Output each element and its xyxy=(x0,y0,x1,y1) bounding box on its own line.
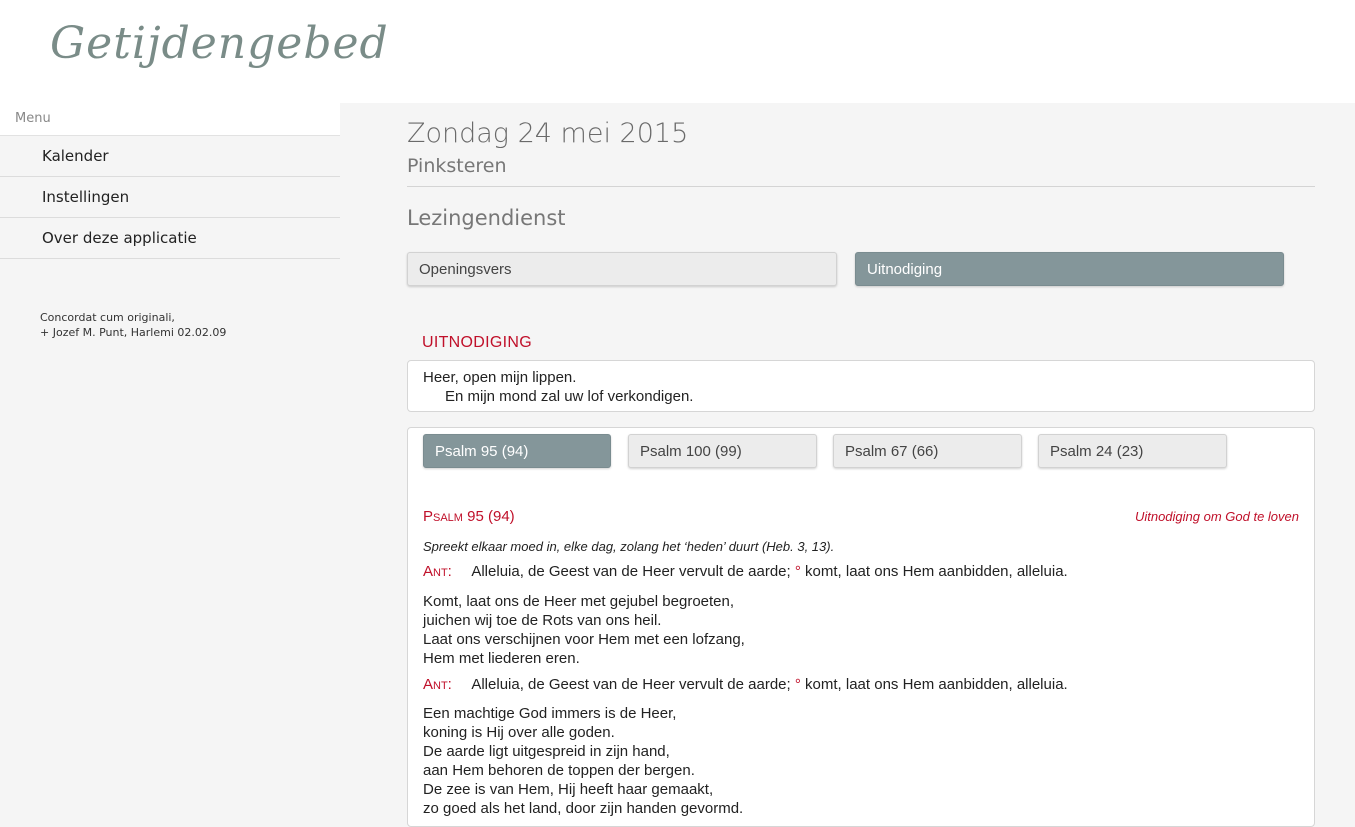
psalm-stanza xyxy=(423,704,743,818)
psalm-quote: Spreekt elkaar moed in, elke dag, zolang het ‘heden’ duurt (Heb. 3, 13). xyxy=(423,539,835,554)
antiphon-text: komt, laat ons Hem aanbidden, alleluia. xyxy=(805,563,1068,580)
antiphon-text: Alleluia, de Geest van de Heer vervult de aarde; xyxy=(471,563,791,580)
invitatory-line: Heer, open mijn lippen. xyxy=(423,369,577,386)
verse-line: Hem met liederen eren. xyxy=(423,650,580,667)
verse-line: koning is Hij over alle goden. xyxy=(423,724,615,741)
sidebar-item-over[interactable]: Over deze applicatie xyxy=(0,218,340,259)
antiphon xyxy=(423,563,1068,580)
office-title: Lezingendienst xyxy=(407,206,566,230)
antiphon-text: Alleluia, de Geest van de Heer vervult de aarde; xyxy=(471,676,791,693)
verse-line: Laat ons verschijnen voor Hem met een lofzang, xyxy=(423,631,745,648)
section-title: UITNODIGING xyxy=(422,334,532,351)
sidebar-item-instellingen[interactable]: Instellingen xyxy=(0,177,340,218)
antiphon-mark: ° xyxy=(794,676,801,693)
sidebar xyxy=(0,103,340,810)
feast-name: Pinksteren xyxy=(407,155,507,177)
divider xyxy=(407,186,1315,187)
psalm-subtitle: Uitnodiging om God te loven xyxy=(1134,509,1299,524)
antiphon xyxy=(423,676,1068,693)
invitatory-response: En mijn mond zal uw lof verkondigen. xyxy=(445,388,694,405)
part-button-uitnodiging[interactable]: Uitnodiging xyxy=(855,252,1284,286)
verse-line: juichen wij toe de Rots van ons heil. xyxy=(423,612,662,629)
psalm-title-number: 95 (94) xyxy=(467,508,515,525)
psalm-tab-95[interactable]: Psalm 95 (94) xyxy=(423,434,611,468)
invitatory-box xyxy=(407,360,1315,412)
psalm-tab-67[interactable]: Psalm 67 (66) xyxy=(833,434,1022,468)
psalm-tab-100[interactable]: Psalm 100 (99) xyxy=(628,434,817,468)
psalm-tab-24[interactable]: Psalm 24 (23) xyxy=(1038,434,1227,468)
main-content xyxy=(407,103,1315,817)
menu-label: Menu xyxy=(0,103,340,136)
verse-line: Een machtige God immers is de Heer, xyxy=(423,705,677,722)
part-button-openingsvers[interactable]: Openingsvers xyxy=(407,252,837,286)
verse-line: De aarde ligt uitgespreid in zijn hand, xyxy=(423,743,670,760)
psalm-title-word: Psalm xyxy=(423,508,463,525)
verse-line: De zee is van Hem, Hij heeft haar gemaakt, xyxy=(423,781,714,798)
colophon-line: Concordat cum originali, xyxy=(40,311,175,324)
antiphon-text: komt, laat ons Hem aanbidden, alleluia. xyxy=(805,676,1068,693)
verse-line: zo goed als het land, door zijn handen gevormd. xyxy=(423,800,744,817)
colophon xyxy=(40,310,226,340)
colophon-line: + Jozef M. Punt, Harlemi 02.02.09 xyxy=(40,326,227,339)
app-header xyxy=(0,0,1355,103)
psalm-panel xyxy=(407,427,1315,827)
psalm-title xyxy=(423,508,515,525)
verse-line: Komt, laat ons de Heer met gejubel begroeten, xyxy=(423,593,735,610)
page-title-date: Zondag 24 mei 2015 xyxy=(407,118,689,149)
psalm-stanza xyxy=(423,592,745,668)
antiphon-mark: ° xyxy=(794,563,801,580)
sidebar-item-kalender[interactable]: Kalender xyxy=(0,136,340,177)
app-logo[interactable]: Getijdengebed xyxy=(50,18,389,69)
antiphon-label: Ant: xyxy=(423,563,452,580)
verse-line: aan Hem behoren de toppen der bergen. xyxy=(423,762,695,779)
antiphon-label: Ant: xyxy=(423,676,452,693)
